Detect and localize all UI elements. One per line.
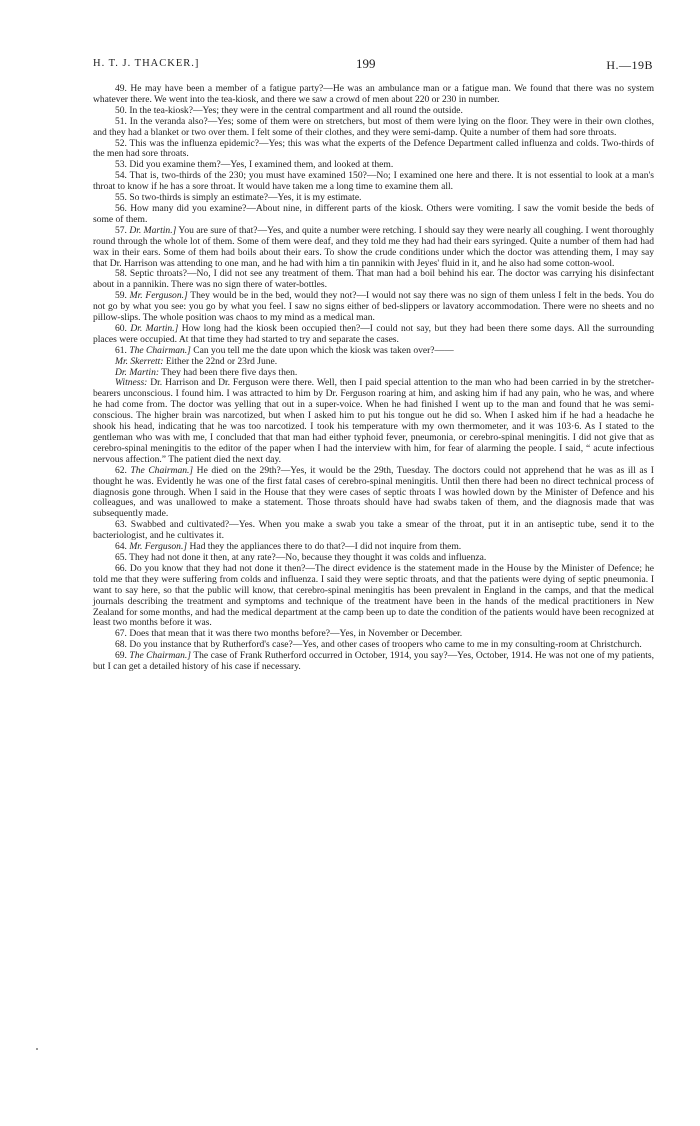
speaker-label: Witness: — [115, 377, 148, 389]
paragraph-text: 68. Do you instance that by Rutherford's case?—Yes, and other cases of troopers who came to me in my consulting-room at Christchurch. — [115, 639, 642, 651]
transcript-paragraph — [93, 84, 654, 106]
question-number: 57. — [115, 224, 130, 236]
paragraph-text: You are sure of that?—Yes, and quite a number were retching. I should say they were nearly all coughing. I went thoroughly round through the whole lot of them. Some of them were deaf, and they told me they had had their ears syringed. Quite a number of them had had wax in their ears. Some of them had boils about their ears. To show the crude conditions under which the doctor was attending them, I may say that Dr. Harrison was attending to one man, and he had with him a tin pannikin with Jeyes' fluid in it, and he also had some cotton-wool. — [93, 224, 654, 269]
paragraph-text: Had they the appliances there to do that?—I did not inquire from them. — [189, 541, 462, 553]
paragraph-text: 53. Did you examine them?—Yes, I examined them, and looked at them. — [115, 159, 394, 171]
transcript-paragraph — [93, 226, 654, 270]
paragraph-text: 66. Do you know that they had not done it then?—The direct evidence is the statement made in the House by the Minister of Defence; he told me that they were suffering from colds and influenza. I said they were septic throats, and that the patients were dying of septic pneumonia. I want to say here, so that the public will know, that cerebro-spinal meningitis has been prevalent in England in the camps, and that the medical journals describing the treatment and symptoms and technique of the treatment have been in the hands of the medical practitioners in New Zealand for some months, and had the medical department at the camp been up to date the condition of the patients would have been recognized at least two months before it was. — [93, 562, 654, 629]
page-speck — [36, 1048, 38, 1050]
paragraph-text: 52. This was the influenza epidemic?—Yes; this was what the experts of the Defence Department called influenza and colds. Two-thirds of the men had sore throats. — [93, 137, 654, 160]
paragraph-text: 49. He may have been a member of a fatigue party?—He was an ambulance man or a fatigue man. We found that there was no system whatever there. We went into the tea-kiosk, and there we saw a crowd of men about 220 or 230 in number. — [93, 83, 654, 105]
speaker-label: Dr. Martin: — [115, 366, 160, 378]
speaker-label: Dr. Martin.] — [130, 322, 179, 334]
question-number: 61. — [115, 344, 130, 356]
paragraph-text: How long had the kiosk been occupied then?—I could not say, but they had been there some days. All the surrounding places were occupied. At that time they had started to try and separate the cases. — [93, 322, 654, 345]
question-number: 59. — [115, 290, 130, 302]
transcript-paragraph — [93, 171, 654, 193]
speaker-label: Mr. Ferguson.] — [129, 290, 188, 302]
transcript-paragraph — [93, 651, 654, 673]
paragraph-text: 50. In the tea-kiosk?—Yes; they were in the central compartment and all round the outside. — [115, 104, 463, 116]
speaker-label: The Chairman.] — [130, 464, 194, 476]
transcript-body — [93, 84, 654, 673]
transcript-paragraph — [93, 269, 654, 291]
paragraph-text: 51. In the veranda also?—Yes; some of them were on stretchers, but most of them were lying on the floor. They were in their own clothes, and they had a blanket or two over them. I felt some of their clothes, and they were semi-damp. Quite a number of them had sore throats. — [93, 115, 654, 138]
transcript-paragraph — [93, 466, 654, 521]
paragraph-text: Can you tell me the date upon which the kiosk was taken over?—— — [193, 344, 454, 356]
transcript-paragraph — [93, 139, 654, 161]
transcript-paragraph — [93, 520, 654, 542]
speaker-label: Mr. Ferguson.] — [129, 541, 188, 553]
speaker-label: Mr. Skerrett: — [115, 355, 164, 367]
paragraph-text: 63. Swabbed and cultivated?—Yes. When you make a swab you take a smear of the throat, put it in an antiseptic tube, send it to the bacteriologist, and he cultivates it. — [93, 519, 654, 542]
transcript-paragraph — [93, 117, 654, 139]
speaker-label: The Chairman.] — [129, 650, 192, 662]
question-number: 69. — [115, 650, 130, 662]
paragraph-text: Either the 22nd or 23rd June. — [165, 355, 278, 367]
paragraph-text: 55. So two-thirds is simply an estimate?—Yes, it is my estimate. — [115, 192, 362, 204]
document-reference: H.—19B — [606, 58, 653, 72]
paragraph-text: He died on the 29th?—Yes, it would be the 29th, Tuesday. The doctors could not apprehend that he was as ill as I thought he was. Evidently he was one of the first fatal cases of cerebro-spinal meningitis. Until then there had been no direct technical process of diagnosis gone through. When I said in the House that they were cases of septic throats I was howled down by the Minister of Defence and his colleagues, and was unallowed to make a statement. Those throats should have had swabs taken of them, and the diagnosis made that was subsequently made. — [93, 464, 654, 520]
question-number: 64. — [115, 541, 130, 553]
page-number: 199 — [356, 56, 376, 71]
paragraph-text: 56. How many did you examine?—About nine, in different parts of the kiosk. Others were vomiting. I saw the vomit beside the beds of some of them. — [93, 202, 654, 225]
transcript-paragraph — [93, 324, 654, 346]
paragraph-text: They had been there five days then. — [161, 366, 298, 378]
transcript-paragraph — [93, 291, 654, 324]
paragraph-text: They would be in the bed, would they not?—I would not say there was no sign of them unless I felt in the beds. You do not go by what you see: you go by what you feel. I saw no signs either of bed-slippers or lavatory accommodation. There were no sheets and no pillow-slips. The whole position was chaos to my mind as a medical man. — [93, 290, 654, 324]
transcript-paragraph — [93, 564, 654, 629]
speaker-label: The Chairman.] — [129, 344, 191, 356]
question-number: 60. — [115, 322, 131, 334]
speaker-label: Dr. Martin.] — [129, 224, 177, 236]
paragraph-text: 65. They had not done it then, at any rate?—No, because they thought it was colds and influenza. — [115, 551, 487, 563]
header-witness-name: H. T. J. THACKER.] — [93, 58, 200, 69]
paragraph-text: 58. Septic throats?—No, I did not see any treatment of them. That man had a boil behind his ear. The doctor was carrying his disinfectant about in a pannikin. There was no sign there of water-bottles. — [93, 268, 654, 291]
transcript-paragraph — [93, 204, 654, 226]
running-header — [93, 58, 653, 74]
question-number: 62. — [115, 464, 131, 476]
paragraph-text: The case of Frank Rutherford occurred in October, 1914, you say?—Yes, October, 1914. He was not one of my patients, but I can get a detailed history of his case if necessary. — [93, 650, 654, 673]
paragraph-text: 54. That is, two-thirds of the 230; you must have examined 150?—No; I examined one here and there. It is not essential to look at a man's throat to know if he has a sore throat. It would have taken me a long time to examine them all. — [93, 170, 654, 193]
paragraph-text: 67. Does that mean that it was there two months before?—Yes, in November or December. — [115, 628, 463, 640]
transcript-paragraph — [93, 378, 654, 465]
paragraph-text: Dr. Harrison and Dr. Ferguson were there. Well, then I paid special attention to the man who had been carried in by the stretcher-bearers unconscious. I found him. I was attracted to him by Dr. Ferguson roaring at him, and asking him if had any pain, who he was, and where he had come from. The doctor was yelling that out in a super-voice. When he had finished I went up to the man and found that he was semi-conscious. The higher brain was narcotized, but when I asked him to put his tongue out he did so. When I asked him if he had a headache he shook his head, indicating that he was too narcotized. I took his temperature with my own thermometer, and it was 103·6. As I stated to the gentleman who was with me, I concluded that that man had either typhoid fever, pneumonia, or cerebro-spinal meningitis. I did not give that as cerebro-spinal meningitis to the editor of the paper when I had the interview with him, for fear of alarming the people. I said, “ acute infectious nervous affection.” The patient died the next day. — [93, 377, 654, 465]
